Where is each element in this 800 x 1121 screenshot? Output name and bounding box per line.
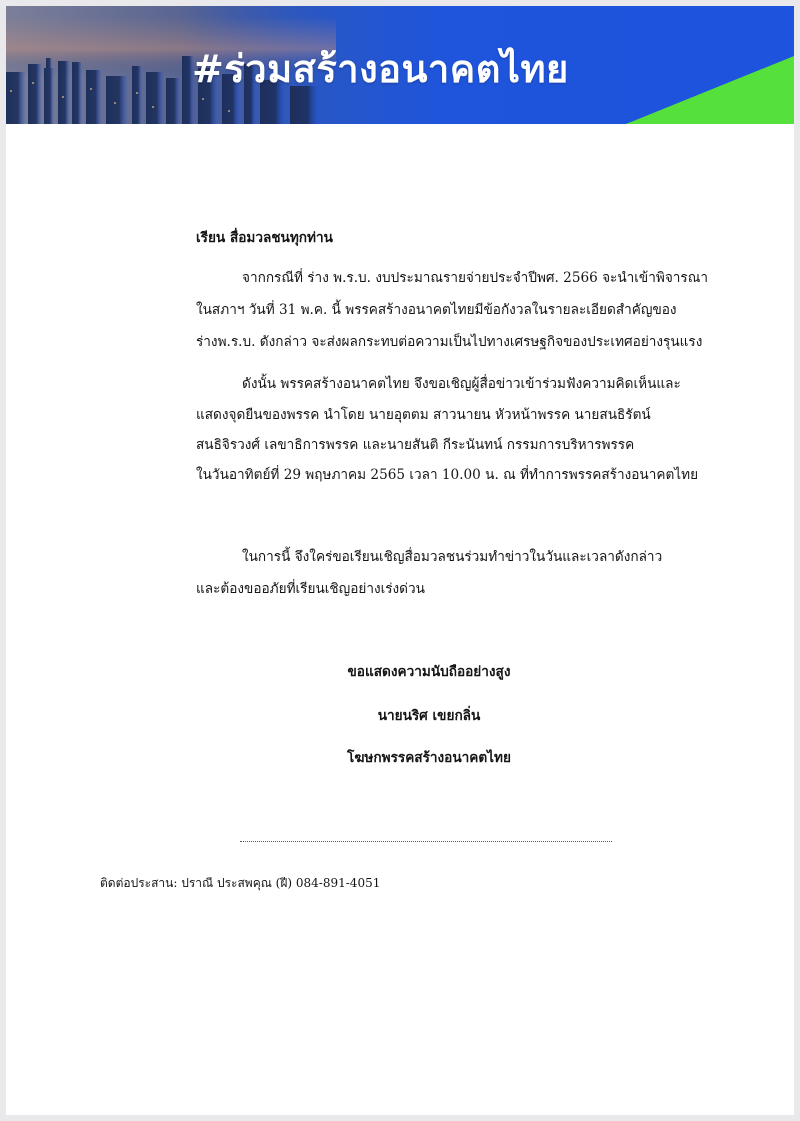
paragraph-1-line-2: ในสภาฯ วันที่ 31 พ.ค. นี้ พรรคสร้างอนาคตไทยมีข้อกังวลในรายละเอียดสำคัญของ — [196, 302, 677, 318]
paragraph-3-line-1: ในการนี้ จึงใคร่ขอเรียนเชิญสื่อมวลชนร่วมทำข่าวในวันและเวลาดังกล่าว — [242, 549, 663, 565]
paragraph-2-line-1: ดังนั้น พรรคสร้างอนาคตไทย จึงขอเชิญผู้สื่อข่าวเข้าร่วมฟังความคิดเห็นและ — [242, 376, 681, 392]
paragraph-1-line-3: ร่างพ.ร.บ. ดังกล่าว จะส่งผลกระทบต่อความเป็นไปทางเศรษฐกิจของประเทศอย่างรุนแรง — [196, 334, 703, 350]
signer-name: นายนริศ เขยกลิ่น — [377, 708, 481, 724]
header-banner — [6, 6, 794, 124]
paragraph-2-line-3: สนธิจิรวงศ์ เลขาธิการพรรค และนายสันติ กีระนันทน์ กรรมการบริหารพรรค — [196, 437, 635, 453]
campaign-hashtag: #ร่วมสร้างอนาคตไทย — [192, 47, 569, 91]
salutation: เรียน สื่อมวลชนทุกท่าน — [196, 230, 333, 246]
closing-line: ขอแสดงความนับถืออย่างสูง — [347, 664, 511, 680]
dotted-divider — [240, 841, 612, 842]
paragraph-3-line-2: และต้องขออภัยที่เรียนเชิญอย่างเร่งด่วน — [196, 581, 425, 597]
paragraph-2-line-2: แสดงจุดยืนของพรรค นำโดย นายอุตตม สาวนายน หัวหน้าพรรค นายสนธิรัตน์ — [196, 407, 651, 423]
letter-page — [6, 6, 794, 1115]
contact-info: ติดต่อประสาน: ปราณี ประสพคุณ (ฝี) 084-891-4051 — [100, 876, 381, 890]
paragraph-2-line-4: ในวันอาทิตย์ที่ 29 พฤษภาคม 2565 เวลา 10.00 น. ณ ที่ทำการพรรคสร้างอนาคตไทย — [196, 467, 699, 483]
paragraph-1-line-1: จากกรณีที่ ร่าง พ.ร.บ. งบประมาณรายจ่ายประจำปีพศ. 2566 จะนำเข้าพิจารณา — [242, 270, 708, 286]
signer-title: โฆษกพรรคสร้างอนาคตไทย — [347, 750, 511, 766]
